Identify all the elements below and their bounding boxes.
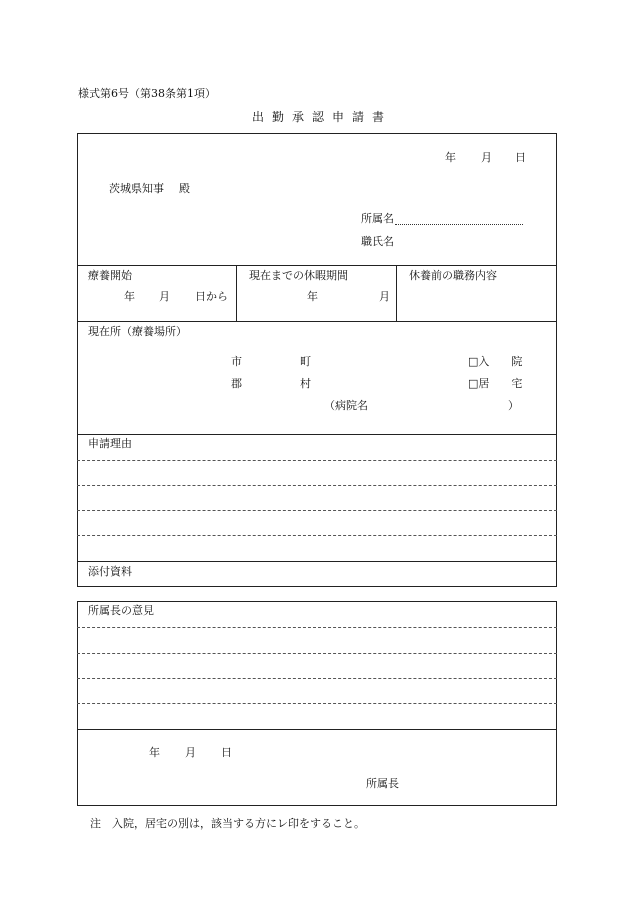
affiliation-label: 所属名 [361, 212, 394, 225]
hospital-name-close: ） [508, 399, 519, 412]
address-town: 町 [300, 355, 311, 368]
address-village: 村 [300, 377, 311, 390]
addressee-name: 茨城県知事 [109, 182, 164, 195]
reason-line[interactable] [77, 485, 557, 486]
form-title: 出勤承認申請書 [252, 110, 393, 124]
option-hospitalized-checkbox[interactable]: □入 院 [468, 355, 523, 368]
divider [77, 729, 557, 730]
reason-line[interactable] [77, 510, 557, 511]
recuperation-start-month: 月 [159, 290, 170, 303]
address-county: 郡 [231, 377, 242, 390]
supervisor-date-month: 月 [185, 746, 196, 759]
opinion-line[interactable] [77, 627, 557, 628]
name-label: 職氏名 [361, 235, 394, 248]
addressee-honorific: 殿 [179, 182, 190, 195]
opinion-line[interactable] [77, 678, 557, 679]
leave-period-label: 現在までの休暇期間 [249, 269, 348, 282]
recuperation-start-day: 日から [195, 290, 228, 303]
attachments-label: 添付資料 [88, 565, 132, 578]
divider [77, 265, 557, 266]
form-number: 様式第6号（第38条第1項） [78, 87, 216, 100]
current-address-label: 現在所（療養場所） [88, 325, 187, 338]
supervisor-opinion-label: 所属長の意見 [88, 604, 154, 617]
reason-line[interactable] [77, 535, 557, 536]
divider [236, 265, 237, 322]
address-city: 市 [231, 355, 242, 368]
hospital-name-open: （病院名 [324, 399, 368, 412]
supervisor-label: 所属長 [366, 777, 399, 790]
divider [396, 265, 397, 322]
reason-line[interactable] [77, 460, 557, 461]
affiliation-field[interactable] [395, 224, 523, 225]
date-day: 日 [515, 151, 526, 164]
divider [77, 434, 557, 435]
supervisor-date-year: 年 [149, 746, 160, 759]
supervisor-date-day: 日 [221, 746, 232, 759]
recuperation-start-year: 年 [124, 290, 135, 303]
recuperation-start-label: 療養開始 [88, 269, 132, 282]
footnote: 注 入院，居宅の別は，該当する方にレ印をすること。 [90, 817, 365, 830]
date-month: 月 [481, 151, 492, 164]
prior-duties-label: 休養前の職務内容 [409, 269, 497, 282]
leave-period-year: 年 [307, 290, 318, 303]
opinion-line[interactable] [77, 703, 557, 704]
leave-period-month: 月 [379, 290, 390, 303]
date-year: 年 [445, 151, 456, 164]
divider [77, 561, 557, 562]
opinion-line[interactable] [77, 653, 557, 654]
divider [77, 321, 557, 322]
option-home-checkbox[interactable]: □居 宅 [468, 377, 523, 390]
reason-label: 申請理由 [88, 437, 132, 450]
